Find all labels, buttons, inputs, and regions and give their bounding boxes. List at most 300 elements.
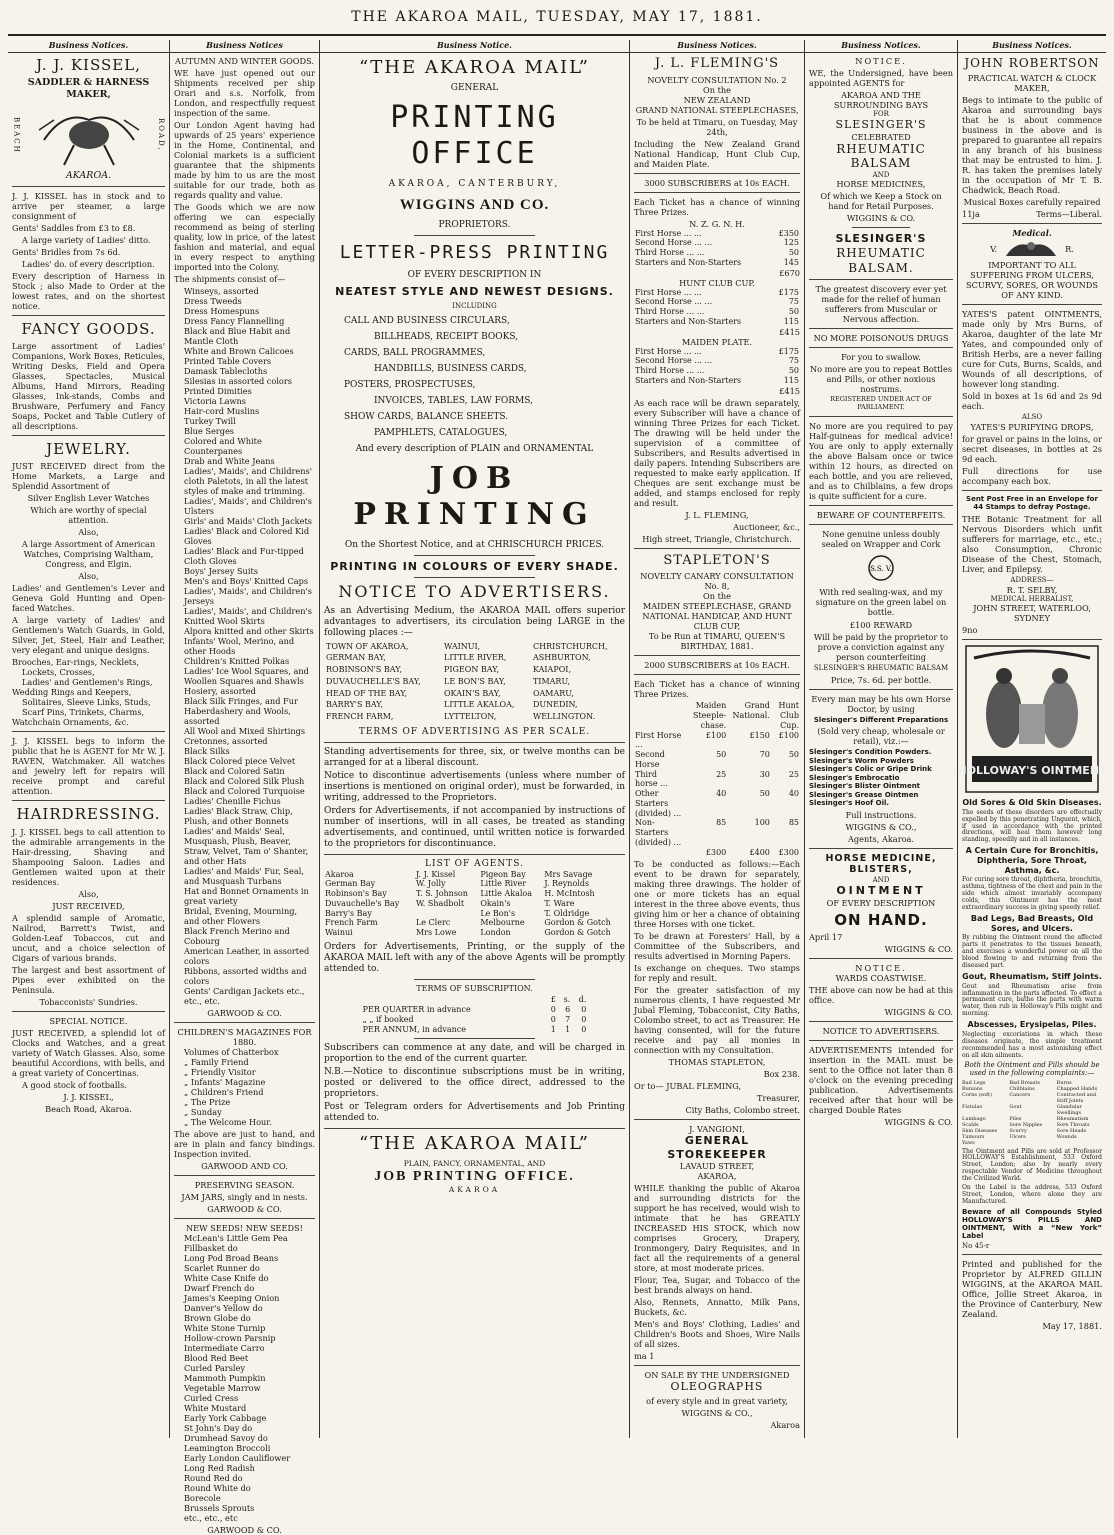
signature: WIGGINS & CO.	[846, 213, 916, 224]
town-row	[324, 699, 625, 711]
seed-item: Vegetable Marrow	[184, 1382, 261, 1393]
holloway-banner-text: HOLLOWAY'S OINTMENT	[957, 764, 1107, 778]
seeds-list	[174, 1233, 315, 1523]
complaint-item: Tumours	[962, 1134, 985, 1141]
oleographs-heading: OLEOGRAPHS	[670, 1380, 764, 1394]
table-cell: T. S. Johnson	[415, 889, 468, 899]
lavaud-street: LAVAUD STREET,	[679, 1161, 755, 1172]
table-cell: Akaroa	[325, 869, 354, 879]
goods-item: All Wool and Mixed Shirtings	[184, 725, 306, 736]
print-item: PAMPHLETS, CATALOGUES,	[374, 427, 508, 438]
seed-item: McLean's Little Gem Pea	[184, 1232, 288, 1243]
complaint-item: Scurvy	[1009, 1128, 1027, 1135]
table-cell: 0	[581, 1005, 587, 1015]
stapleton-row	[634, 818, 800, 847]
slesinger-heading: SLESINGER'S	[835, 118, 927, 132]
plain-ornamental: And every description of PLAIN and ORNAMENTAL	[355, 443, 594, 454]
list-item: Wedding Rings and Keepers,	[12, 687, 132, 698]
goods-item: Dress Tweeds	[184, 295, 242, 306]
table-cell: 115	[783, 316, 799, 326]
gout-heading: Gout, Rheumatism, Stiff Joints.	[962, 971, 1102, 981]
table-cell: LE BON'S BAY,	[444, 676, 506, 686]
table-cell: 6	[565, 1005, 571, 1015]
goods-item: Ladies', Maids', and Childrens' cloth Paletots, in all the latest styles of make and trimming.	[184, 465, 312, 496]
table-cell: Wainui	[325, 928, 353, 938]
complaints-grid	[962, 1080, 1102, 1147]
goods-item: Black Colored piece Velvet	[184, 755, 296, 766]
hairdressing-text: J. J. KISSEL begs to call attention to the admirable arrangements in the Hair-dressing, Shaving and Shampooing Saloon. Ladies and Gentlemen waited upon at their residences.	[12, 826, 165, 887]
footer-job: JOB PRINTING OFFICE.	[374, 1169, 575, 1185]
terms-liberal: Terms—Liberal.	[1036, 209, 1102, 220]
goods-item: Girls' and Maids' Cloth Jackets	[184, 515, 312, 526]
ref-code: 11ja	[962, 209, 980, 220]
shortest-notice: On the Shortest Notice, and at CHRISCHURCH PRICES.	[344, 539, 605, 550]
bad-legs-heading: Bad Legs, Bad Breasts, Old Sores, and Ulcers.	[970, 913, 1094, 933]
masthead-rule	[8, 34, 1106, 36]
vangioni-p4: Men's and Boys' Clothing, Ladies' and Children's Boots and Shoes, Wire Nails of all sizes.	[634, 1319, 800, 1350]
oleograph-intro: ON SALE BY THE UNDERSIGNED	[644, 1370, 790, 1381]
subscription-text-3: Post or Telegram orders for Advertisements and Job Printing attended to.	[324, 1102, 625, 1124]
wards-text: THE above can now be had at this office.	[809, 985, 953, 1006]
maiden-label: MAIDEN PLATE.	[681, 336, 753, 347]
columns	[8, 40, 1107, 1535]
slesinger-heading-2: SLESINGER'S	[835, 232, 927, 246]
side-label-left: BEACH	[12, 116, 21, 154]
table-cell: DUNEDIN,	[532, 700, 578, 710]
side-label-right: ROAD,	[157, 118, 165, 153]
goods-item: Black French Merino and Cobourg	[184, 925, 290, 946]
horse-doctor: Every man may be his own Horse Doctor, by using	[811, 693, 951, 714]
table-cell: 7	[565, 1014, 571, 1024]
abscesses-text: Neglecting excoriations in which these diseases originate, the simple treatment recommended has a most astonishing effect on all skin ailments.	[962, 1030, 1102, 1059]
magazines-list	[174, 1047, 315, 1127]
column-1	[8, 40, 170, 1438]
signature: J. L. FLEMING,	[685, 509, 749, 520]
seed-item: Curled Parsley	[184, 1362, 245, 1373]
goods-item: Silesias in assorted colors	[184, 375, 292, 386]
treasurer: Treasurer,	[757, 1093, 800, 1104]
seed-item: etc., etc., etc	[184, 1512, 238, 1523]
list-item: Ladies' and Gentlemen's Rings,	[22, 677, 153, 688]
prize-row	[634, 297, 800, 307]
table-cell: Grand National.	[732, 701, 770, 721]
herbalist-label: MEDICAL HERBALIST,	[990, 594, 1074, 603]
full-directions: Full directions for use accompany each box.	[962, 465, 1102, 486]
letterpress-heading: LETTER-PRESS PRINTING	[339, 242, 610, 264]
table-cell: £100	[778, 730, 799, 740]
seed-item: Mammoth Pumpkin	[184, 1372, 266, 1383]
table-cell: Starters and Non-Starters	[635, 257, 742, 267]
seed-item: Long Pod Broad Beans	[184, 1252, 279, 1263]
ladies-line: A large variety of Ladies' ditto.	[22, 234, 151, 245]
goods-item: Black and Blue Habit and Mantle Cloth	[184, 325, 291, 346]
terms-row	[962, 209, 1102, 219]
complaint-item: Bad Legs	[962, 1079, 986, 1086]
stapleton-title: STAPLETON'S	[663, 552, 771, 568]
table-cell: Other Starters (divided) ...	[635, 789, 682, 818]
complaint-item: Piles	[1009, 1116, 1022, 1123]
medical-heading: Medical.	[1012, 228, 1052, 239]
seed-item: Scarlet Runner do	[184, 1262, 260, 1273]
magazine-item: „ Children's Friend	[184, 1086, 264, 1097]
both-complaints: Both the Ointment and Pills should be used in the following complaints:—	[964, 1061, 1100, 1078]
seed-item: Blood Red Beet	[184, 1352, 249, 1363]
table-cell: OKAIN'S BAY,	[444, 688, 501, 698]
agents-table	[324, 870, 625, 938]
signature-address: Beach Road, Akaroa.	[45, 1103, 132, 1114]
table-cell: WAINUI,	[444, 641, 481, 651]
akaroa-label: AKAROA,	[697, 1171, 737, 1182]
seed-item: Brussels Sprouts	[184, 1502, 255, 1513]
goods-item: Infants' Wool, Merino, and other Hoods	[184, 635, 295, 656]
goods-item: Drab and White Jeans	[184, 455, 275, 466]
every-description: OF EVERY DESCRIPTION	[826, 897, 936, 908]
seed-item: Curled Cress	[184, 1392, 239, 1403]
table-cell: First Horse ... ...	[635, 228, 702, 238]
sealing-text: With red sealing-wax, and my signature on the green label on bottle.	[815, 586, 947, 617]
agents-para: WE, the Undersigned, have been appointed AGENTS for	[809, 67, 953, 88]
column-head: Business Notices.	[630, 40, 804, 53]
list-item: Scarf Pins, Trinkets, Charms,	[22, 707, 145, 718]
magazine-item: „ Infants' Magazine	[184, 1076, 266, 1087]
greatest-discovery: The greatest discovery ever yet made for the relief of human sufferers from Muscular or Nervous affection.	[815, 284, 947, 325]
discontinue-text: Notice to discontinue advertisements (unless where number of insertions is mentioned on original order), must be forwarded, in writing, addressed to the Proprietors.	[324, 770, 625, 803]
kissel-place: AKAROA.	[65, 170, 112, 182]
agent-notice: J. J. KISSEL begs to inform the public that he is AGENT for Mr W. J. RAVEN, Watchmaker. All watches and jewelry left for repairs will receive prompt and careful attention.	[12, 736, 165, 797]
city-baths: City Baths, Colombo street.	[685, 1105, 800, 1116]
list-item: Brooches, Ear-rings, Necklets,	[12, 657, 140, 668]
prize-table-nzgnh	[634, 229, 800, 268]
goods-item: Alpora knitted and other Skirts	[184, 625, 314, 636]
subscribers-line: 3000 SUBSCRIBERS at 10s EACH.	[644, 177, 790, 188]
selby-name: R. T. SELBY,	[1006, 584, 1058, 595]
no-more-drugs: NO MORE POISONOUS DRUGS	[813, 333, 949, 344]
table-cell: £350	[778, 228, 799, 238]
special-notice-text: JUST RECEIVED, a splendid lot of Clocks and Watches, and a great variety of Watch Glasses. Also, some beautiful Accordions, with bells, and a great variety of Concertinas.	[12, 1027, 165, 1078]
preparations-list	[809, 748, 953, 808]
table-cell	[362, 995, 545, 1005]
list-item: Solitaires, Sleeve Links, Studs,	[22, 697, 151, 708]
kissel-name: J. J. KISSEL,	[36, 55, 141, 74]
signature: J. J. KISSEL,	[63, 1091, 114, 1102]
town-row	[324, 711, 625, 723]
fancy-goods-title: FANCY GOODS.	[21, 319, 156, 338]
goods-item: Dress Fancy Flannelling	[184, 315, 285, 326]
bridles-line: Gents' Bridles from 7s 6d.	[12, 246, 121, 257]
standing-text: Standing advertisements for three, six, or twelve months can be arranged for at a liberal discount.	[324, 746, 625, 768]
table-cell: W. Jolly	[415, 879, 446, 889]
complaint-item: Chilblains	[1009, 1085, 1035, 1092]
table-cell: Little Akaloa	[480, 889, 532, 899]
goods-item: Gents' Cardigan Jackets etc., etc., etc.	[184, 985, 305, 1006]
holloway-illustration-icon	[957, 644, 1107, 794]
table-cell: PER QUARTER in advance	[362, 1005, 471, 1015]
and-label: AND	[872, 875, 890, 884]
celebrated-label: CELEBRATED	[851, 131, 911, 142]
signature: WIGGINS & CO.	[884, 944, 953, 955]
column-4	[630, 40, 805, 1438]
column-head: Business Notices	[170, 40, 319, 53]
also-label: ALSO	[1021, 413, 1043, 422]
table-cell: ROBINSON'S BAY,	[326, 665, 403, 675]
signature: WIGGINS & CO.,	[681, 1407, 753, 1418]
goods-item: Children's Knitted Polkas	[184, 655, 290, 666]
table-cell: Second Horse ... ...	[635, 238, 713, 248]
table-cell: 25	[788, 769, 799, 779]
agents-akaroa: Agents, Akaroa.	[847, 833, 915, 844]
table-cell: LYTTELTON,	[444, 712, 497, 722]
goods-item: Printed Dimities	[184, 385, 252, 396]
subscription-title: TERMS OF SUBSCRIPTION.	[416, 983, 533, 993]
agent-row	[324, 899, 625, 909]
signature: GARWOOD AND CO.	[201, 1160, 288, 1171]
table-cell: W. Shadbolt	[415, 898, 465, 908]
print-item: SHOW CARDS, BALANCE SHEETS.	[344, 411, 509, 422]
column-3	[320, 40, 630, 1438]
column-head: Business Notices.	[8, 40, 169, 53]
signature: WIGGINS & CO.	[884, 1117, 953, 1128]
old-sores-heading: Old Sores & Old Skin Diseases.	[962, 798, 1102, 808]
table-cell: 40	[716, 789, 727, 799]
table-cell: £175	[778, 346, 799, 356]
every-description: OF EVERY DESCRIPTION IN	[407, 270, 542, 281]
table-cell	[634, 848, 683, 858]
prize-row	[634, 238, 800, 248]
prize-row	[634, 376, 800, 386]
complaint-item: Chapped Hands	[1056, 1085, 1098, 1092]
worthy-line: Which are worthy of special attention.	[30, 505, 147, 526]
seed-item: Leamington Broccoli	[184, 1442, 271, 1453]
notice-to-advertisers-short: NOTICE TO ADVERTISERS.	[822, 1026, 940, 1037]
seed-item: White Case Knife do	[184, 1272, 269, 1283]
subscription-text-2: N.B.—Notice to discontinue subscriptions must be in writing, posted or delivered to the office direct, addressed to the proprietors.	[324, 1067, 625, 1100]
goods-item: Hair-cord Muslins	[184, 405, 260, 416]
table-cell: 100	[754, 818, 770, 828]
vangioni-ref: ma 1	[634, 1351, 655, 1362]
goods-item: Ladies' Chenille Fichus	[184, 795, 281, 806]
subscription-row	[362, 1025, 588, 1035]
print-item: INVOICES, TABLES, LAW FORMS,	[374, 395, 534, 406]
variety-line: A large variety of Ladies' and Gentlemen's Watch Guards, in Gold, Silver, Jet, Steel, Hair and Leather, very elegant and unique designs.	[12, 615, 165, 656]
sold-line: (Sold very cheap, wholesale or retail), viz.:—	[817, 726, 945, 747]
notice-title: NOTICE.	[855, 55, 907, 66]
ref-code: No 45-r	[962, 1241, 990, 1250]
goods-item: Ladies', Maids', and Children's Ulsters	[184, 495, 312, 516]
masthead: THE AKAROA MAIL, TUESDAY, MAY 17, 1881.	[351, 9, 763, 25]
prize-total: £670	[779, 267, 800, 278]
seed-item: Drumhead Savoy do	[184, 1432, 268, 1443]
seed-item: Danver's Yellow do	[184, 1302, 263, 1313]
robertson-name: JOHN ROBERTSON	[964, 55, 1100, 70]
goods-item: Ladies', Maids', and Children's Knitted Wool Skirts	[184, 605, 312, 626]
goods-item: Blue Serges	[184, 425, 235, 436]
town-row	[324, 641, 625, 653]
seed-item: Intermediate Carro	[184, 1342, 265, 1353]
prize-total: £415	[779, 326, 800, 337]
table-cell: LITTLE AKALOA,	[444, 700, 515, 710]
table-cell: WELLINGTON.	[532, 712, 596, 722]
prize-row	[634, 288, 800, 298]
preparation-item: Slesinger's Embrocatio	[809, 773, 900, 782]
stapleton-run: To be Run at TIMARU, QUEEN'S BIRTHDAY, 1881.	[648, 631, 786, 652]
agent-row	[324, 918, 625, 928]
table-cell: First Horse ... ...	[635, 346, 702, 356]
table-cell: DUVAUCHELLE'S BAY,	[326, 676, 421, 686]
subscription-row	[362, 1015, 588, 1025]
goods-item: Black Silks	[184, 745, 230, 756]
including-text: Including the New Zealand Grand National Handicap, Hunt Club Cup, and Maiden Plate.	[634, 138, 800, 169]
goods-item: Haberdashery and Wools, assorted	[184, 705, 291, 726]
office-place: AKAROA, CANTERBURY,	[388, 178, 561, 189]
vr-letter: R.	[1065, 244, 1074, 255]
gravel-text: for gravel or pains in the loins, or secret diseases, in bottles at 2s 9d each.	[962, 433, 1102, 464]
holloway-sold: The Ointment and Pills are sold at Professor HOLLOWAY'S Establishment, 533 Oxford Street, London; also by nearly every respectable Vendor of Medicine throughout the Civilized World.	[962, 1147, 1102, 1183]
fancy-goods-text: Large assortment of Ladies' Companions, Work Boxes, Reticules, Writing Desks, Field and Opera Glasses, Spectacles, Musical Albums, Hand Mirrors, Reading Glasses, Ink-stands, Combs and Brushware, Perfumery and Fancy Soaps, Pocket and Table Cutlery of all descriptions.	[12, 341, 165, 432]
table-cell: 0	[550, 1005, 556, 1015]
table-cell	[634, 701, 683, 730]
table-cell: 50	[716, 750, 727, 760]
subscription-row	[362, 1005, 588, 1015]
goods-item: Colored and White Counterpanes	[184, 435, 262, 456]
wax-seal-icon	[866, 553, 896, 583]
stapleton-row	[634, 731, 800, 751]
table-cell: Starters and Non-Starters	[635, 316, 742, 326]
hairdressing-title: HAIRDRESSING.	[16, 805, 161, 824]
print-item: CARDS, BALL PROGRAMMES,	[344, 347, 486, 358]
printing-office-title: “THE AKAROA MAIL”	[359, 56, 590, 78]
magazines-title: CHILDREN'S MAGAZINES FOR 1880.	[177, 1026, 312, 1047]
or-to: Or to— JUBAL FLEMING,	[634, 1081, 742, 1092]
goods-item: Ribbons, assorted widths and colors	[184, 965, 307, 986]
hunt-club-label: HUNT CLUB CUP.	[679, 277, 755, 288]
goods-item: Dress Homespuns	[184, 305, 260, 316]
prize-total: £415	[779, 385, 800, 396]
table-cell: Third Horse ... ...	[635, 248, 705, 258]
preparation-item: Slesinger's Colic or Gripe Drink	[809, 765, 932, 774]
held-line: To be held at Timaru, on Tuesday, May 24th,	[636, 116, 798, 137]
table-cell: HEAD OF THE BAY,	[326, 688, 408, 698]
gout-text: Gout and Rheumatism arise from inflammation in the parts affected. To effect a permanent cure, bathe the parts with warm water, then rub in Holloway's Pills might and morning.	[962, 982, 1102, 1018]
table-cell: Non-Starters (divided) ...	[635, 818, 682, 847]
table-cell: Duvauchelle's Bay	[325, 898, 400, 908]
seed-item: Dwarf French do	[184, 1282, 255, 1293]
subscription-row	[362, 995, 588, 1005]
just-received: JUST RECEIVED,	[52, 900, 125, 911]
table-cell: Second Horse ... ...	[635, 297, 713, 307]
table-cell: BARRY'S BAY,	[326, 700, 384, 710]
american-line: A large Assortment of American Watches, Comprising Waltham, Congress, and Elgin.	[21, 539, 156, 570]
goods-item: Printed Table Covers	[184, 355, 272, 366]
agents-title: LIST OF AGENTS.	[425, 858, 524, 869]
practical-maker: PRACTICAL WATCH & CLOCK MAKER,	[967, 73, 1097, 94]
goods-item: Ladies' Black and Colored Kid Gloves	[184, 525, 310, 546]
goods-item: Ladies' Black and Fur-tipped Cloth Gloves	[184, 545, 304, 566]
goods-item: Black and Colored Silk Plush	[184, 775, 305, 786]
goods-item: Ladies' and Maids' Seal, Musquash, Plush, Beaver, Straw, Velvet, Tam o' Shanter, and other Hats	[184, 825, 309, 866]
wards-coastwise: WARDS COASTWISE.	[835, 973, 927, 984]
abscesses-heading: Abscesses, Erysipelas, Piles.	[967, 1020, 1097, 1030]
table-cell: J. Reynolds	[544, 879, 590, 889]
column-head: Business Notices.	[958, 40, 1106, 53]
table-cell: £100	[705, 730, 727, 740]
signature-place: Akaroa	[770, 1419, 800, 1430]
goods-item: Hosiery, assorted	[184, 685, 256, 696]
seeds-title: NEW SEEDS! NEW SEEDS!	[186, 1222, 303, 1233]
job-printing-heading: JOB PRINTING	[353, 460, 596, 533]
chance-line: Each Ticket has a chance of winning Three Prizes.	[634, 196, 800, 217]
for-label: FOR	[873, 109, 889, 118]
printing-office-heading: PRINTING OFFICE	[390, 99, 559, 172]
table-cell: LITTLE RIVER,	[444, 653, 507, 663]
preserving-text: JAM JARS, singly and in nests.	[181, 1191, 308, 1202]
prize-row	[634, 307, 800, 317]
nz-line: NEW ZEALAND	[683, 94, 751, 105]
full-instructions: Full instructions.	[845, 809, 917, 820]
complaint-item: Cancers	[1009, 1091, 1031, 1098]
colours-line: PRINTING IN COLOURS OF EVERY SHADE.	[330, 559, 619, 573]
seed-item: Borecole	[184, 1492, 221, 1503]
table-cell: T. Ware	[544, 898, 575, 908]
table-cell: CHRISTCHURCH,	[532, 641, 608, 651]
ladies-do-line: Ladies' do. of every description.	[22, 258, 155, 269]
tobacco-text: A splendid sample of Aromatic, Nailrod, Barrett's Twist, and Golden-Leaf Tobaccos, cut and uncut, and a choice selection of Cigars of various brands.	[12, 912, 165, 963]
complaint-item: Sore Nipples	[1009, 1122, 1043, 1129]
table-cell: Barry's Bay	[325, 908, 372, 918]
table-cell: 50	[788, 248, 799, 258]
goods-item: Boys' Jersey Suits	[184, 565, 258, 576]
beware-title: BEWARE OF COUNTERFEITS.	[816, 509, 946, 520]
halfguinea-text: No more are you required to pay Half-guineas for medical advice! You are only to apply externally the above Balsam once or twice within 12 hours, as directed on each bottle, and you are relieved, and as to Chilblains, a few drops is quite sufficient for a cure.	[809, 420, 953, 501]
complaint-item: Corns (soft)	[962, 1091, 992, 1098]
geneva-line: Ladies' and Gentlemen's Lever and Geneva Gold Hunting and Open-faced Watches.	[12, 583, 165, 614]
vangioni-p1: WHILE thanking the public of Akaroa and surrounding districts for the support he has received, would wish to intimate that he has GREATLY INCREASED HIS STOCK, which now comprises Grocery, Drapery, Ironmongery, Dairy Requisites, and in fact all the requirements of a general store, at most moderate prices.	[634, 1183, 800, 1274]
signature: GARWOOD & CO.	[207, 1007, 282, 1018]
slesinger-rb: SLESINGER'S RHEUMATIC BALSAM	[813, 663, 949, 672]
table-cell: Mrs Lowe	[415, 928, 457, 938]
holloway-beware: Beware of all Compounds Styled HOLLOWAY'S PILLS AND OINTMENT, With a “New York” Label	[962, 1207, 1102, 1240]
prize-row	[634, 248, 800, 258]
agent-row	[324, 889, 625, 899]
column-2	[170, 40, 320, 1535]
print-item: HANDBILLS, BUSINESS CARDS,	[374, 363, 527, 374]
goods-item: White and Brown Calicoes	[184, 345, 294, 356]
grand-line: GRAND NATIONAL STEEPLECHASES,	[635, 104, 799, 115]
goods-item: Turkey Twill	[184, 415, 236, 426]
goods-item: Ladies', Maids', and Children's Jerseys	[184, 585, 312, 606]
table-cell: 30	[759, 769, 770, 779]
royal-arms-row	[962, 238, 1102, 260]
print-items	[324, 316, 625, 439]
table-cell: 1	[565, 1024, 571, 1034]
table-cell: Third Horse ... ...	[635, 366, 705, 376]
stapleton-sub: NOVELTY CANARY CONSULTATION No. 8,	[640, 571, 794, 592]
stapleton-row	[634, 750, 800, 770]
pipes-text: The largest and best assortment of Pipes ever exhibited on the Peninsula.	[12, 964, 165, 995]
terms-line: TERMS OF ADVERTISING AS PER SCALE.	[358, 726, 591, 737]
also-1: Also,	[78, 527, 99, 538]
magazine-item: „ The Welcome Hour.	[184, 1116, 272, 1127]
stapleton-p2: To be conducted as follows:—Each event to be drawn for separately, making three drawings. The holder of one or more tickets has an equal interest in the three above events, thus giving him or her a chance of obtaining three Horses with one ticket.	[634, 859, 800, 930]
goods-item: Hat and Bonnet Ornaments in great variety	[184, 885, 309, 906]
table-cell: Little River	[480, 879, 527, 889]
table-cell: 50	[788, 750, 799, 760]
print-item: CALL AND BUSINESS CIRCULARS,	[344, 315, 510, 326]
preparation-item: Slesinger's Condition Powders.	[809, 748, 932, 757]
complaint-item: Wounds	[1056, 1134, 1077, 1141]
on-the: On the	[703, 591, 731, 602]
table-cell: £150	[749, 730, 770, 740]
town-row	[324, 652, 625, 664]
